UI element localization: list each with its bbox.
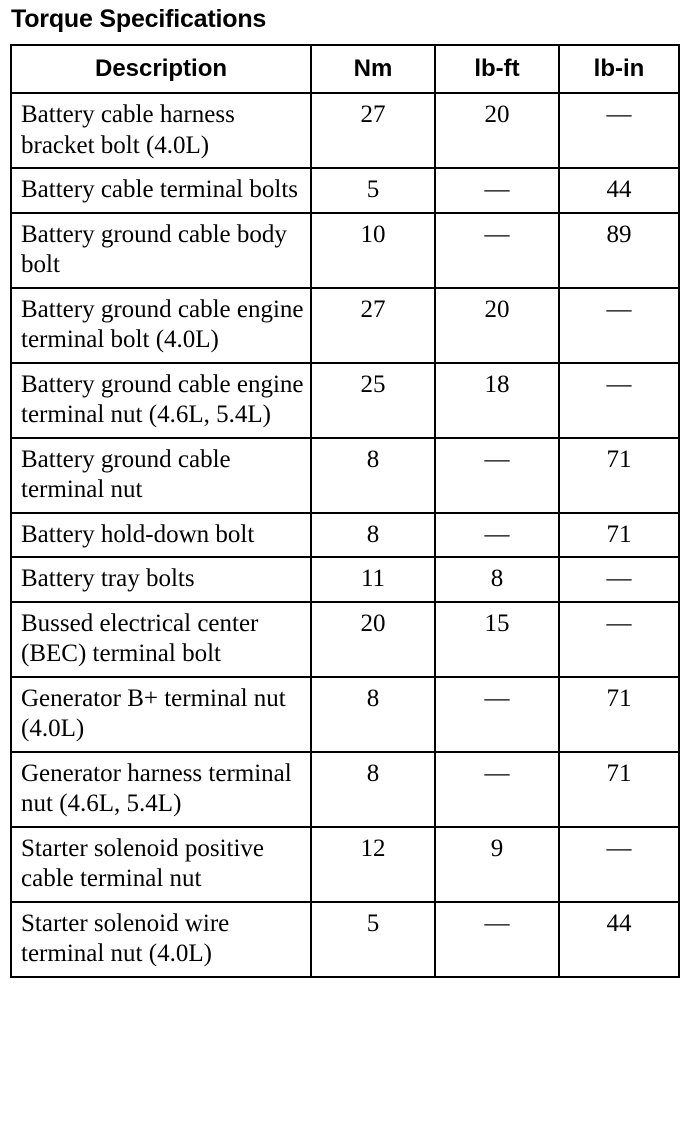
lbft-cell: 8 [435,557,559,602]
description-cell: Generator harness terminal nut (4.6L, 5.4L) [11,752,311,827]
lbft-cell: — [435,677,559,752]
description-cell: Starter solenoid positive cable terminal nut [11,827,311,902]
description-cell: Battery ground cable engine terminal bolt (4.0L) [11,288,311,363]
table-row [11,677,679,752]
lbft-cell: 20 [435,288,559,363]
table-row [11,513,679,558]
table-row [11,602,679,677]
description-cell: Battery ground cable terminal nut [11,438,311,513]
lbft-cell: 15 [435,602,559,677]
table-row [11,363,679,438]
nm-cell: 8 [311,677,435,752]
lbin-cell: — [559,602,679,677]
torque-spec-table [10,44,680,978]
table-row [11,902,679,977]
lbft-cell: — [435,902,559,977]
column-header-description: Description [11,45,311,93]
table-row [11,827,679,902]
lbin-cell: 71 [559,752,679,827]
table-row [11,557,679,602]
lbft-cell: — [435,213,559,288]
description-cell: Starter solenoid wire terminal nut (4.0L) [11,902,311,977]
lbft-cell: 9 [435,827,559,902]
lbft-cell: — [435,168,559,213]
table-body [11,93,679,977]
description-cell: Battery cable harness bracket bolt (4.0L) [11,93,311,168]
column-header-lbin: lb-in [559,45,679,93]
lbft-cell: 20 [435,93,559,168]
nm-cell: 8 [311,438,435,513]
description-cell: Generator B+ terminal nut (4.0L) [11,677,311,752]
column-header-lbft: lb-ft [435,45,559,93]
nm-cell: 27 [311,93,435,168]
table-row [11,213,679,288]
description-cell: Battery tray bolts [11,557,311,602]
lbin-cell: — [559,288,679,363]
description-cell: Battery hold-down bolt [11,513,311,558]
nm-cell: 25 [311,363,435,438]
lbin-cell: — [559,93,679,168]
lbft-cell: — [435,438,559,513]
description-cell: Battery ground cable body bolt [11,213,311,288]
description-cell: Battery ground cable engine terminal nut (4.6L, 5.4L) [11,363,311,438]
page-title: Torque Specifications [11,5,267,33]
lbin-cell: 89 [559,213,679,288]
table-row [11,752,679,827]
nm-cell: 27 [311,288,435,363]
nm-cell: 20 [311,602,435,677]
nm-cell: 10 [311,213,435,288]
lbin-cell: 44 [559,168,679,213]
description-cell: Bussed electrical center (BEC) terminal bolt [11,602,311,677]
nm-cell: 5 [311,168,435,213]
nm-cell: 12 [311,827,435,902]
table-row [11,93,679,168]
lbin-cell: 71 [559,677,679,752]
lbft-cell: — [435,513,559,558]
table-row [11,288,679,363]
lbin-cell: — [559,363,679,438]
description-cell: Battery cable terminal bolts [11,168,311,213]
nm-cell: 5 [311,902,435,977]
lbin-cell: 71 [559,438,679,513]
lbft-cell: 18 [435,363,559,438]
column-header-nm: Nm [311,45,435,93]
nm-cell: 8 [311,513,435,558]
table-row [11,438,679,513]
table-header-row [11,45,679,93]
nm-cell: 8 [311,752,435,827]
lbft-cell: — [435,752,559,827]
lbin-cell: — [559,827,679,902]
lbin-cell: 44 [559,902,679,977]
nm-cell: 11 [311,557,435,602]
lbin-cell: 71 [559,513,679,558]
lbin-cell: — [559,557,679,602]
table-row [11,168,679,213]
